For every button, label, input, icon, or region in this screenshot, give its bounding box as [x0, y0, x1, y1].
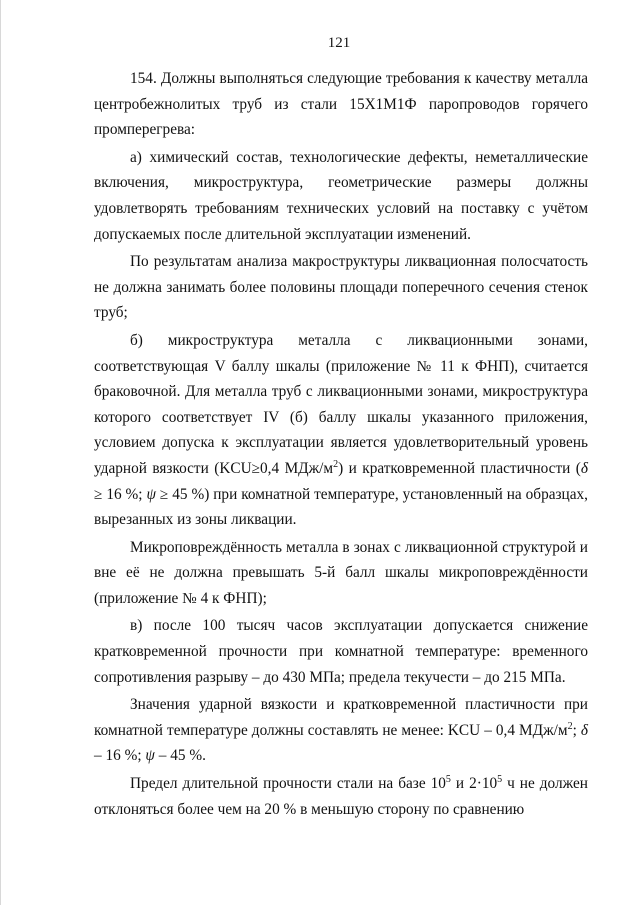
paragraph-text: ≥ 16 %; — [94, 485, 147, 503]
paragraph-item-a — [94, 145, 588, 247]
paragraph-long-term-strength — [94, 771, 588, 822]
superscript: 2 — [333, 458, 339, 470]
paragraph-item-b — [94, 328, 588, 533]
paragraph-text: – 45 %. — [154, 747, 206, 765]
superscript: 2 — [567, 720, 573, 732]
paragraph-text: Предел длительной прочности стали на базе 10 — [130, 775, 446, 793]
psi-symbol: ψ — [146, 485, 156, 503]
paragraph-microdamage — [94, 535, 588, 612]
document-body — [94, 66, 588, 822]
paragraph-text: и 2·10 — [450, 775, 498, 793]
paragraph-text: Значения ударной вязкости и кратковременной пластичности при комнатной температуре должны составлять не менее: KCU – 0,4 МДж/м — [94, 696, 588, 739]
paragraph-text: а) химический состав, технологические дефекты, неметаллические включения, микроструктура, геометрические размеры должны удовлетворять требованиям технических условий на поставку с учётом допускаемых после длительной эксплуатации изменений. — [94, 148, 588, 243]
psi-symbol: ψ — [145, 747, 155, 765]
paragraph-text: По результатам анализа макроструктуры ликвационная полосчатость не должна занимать более половины площади поперечного сечения стенок труб; — [94, 253, 588, 322]
superscript: 5 — [497, 774, 503, 786]
paragraph-text: ч не должен отклоняться более чем на 20 % в меньшую сторону по сравнению — [94, 775, 588, 818]
paragraph-macrostructure — [94, 249, 588, 326]
paragraph-154 — [94, 66, 588, 143]
paragraph-text: ≥ 45 %) при комнатной температуре, установленный на образцах, вырезанных из зоны ликвации. — [94, 485, 588, 529]
paragraph-text: 154. Должны выполняться следующие требования к качеству металла центробежнолитых труб из стали 15Х1М1Ф паропроводов горячего промперегрева: — [94, 70, 588, 139]
paragraph-text: – 16 %; — [94, 747, 146, 765]
paragraph-text: Микроповреждённость металла в зонах с ликвационной структурой и вне её не должна превышать 5-й балл шкалы микроповреждённости (приложение № 4 к ФНП); — [94, 538, 588, 607]
paragraph-text: в) после 100 тысяч часов эксплуатации допускается снижение кратковременной прочности при комнатной температуре: временного сопротивления разрыву – до 430 МПа; предела текучести – до 215 МПа. — [94, 617, 588, 686]
paragraph-impact-values — [94, 692, 588, 769]
delta-symbol: δ — [580, 721, 589, 739]
paragraph-text: ; — [572, 721, 581, 739]
paragraph-item-v — [94, 613, 588, 690]
delta-symbol: δ — [580, 459, 588, 477]
superscript: 5 — [445, 774, 451, 786]
paragraph-text: б) микроструктура металла с ликвационными зонами, соответствующая V баллу шкалы (приложение № 11 к ФНП), считается браковочной. Для металла труб с ликвационными зонами, микроструктура которого соответствует IV (б) баллу шкалы указанного приложения, условием допуска к эксплуатации является удовлетворительный уровень ударной вязкости (KCU≥0,4 МДж/м — [94, 331, 588, 477]
page-number: 121 — [327, 35, 351, 51]
paragraph-text: ) и кратковременной пластичности ( — [338, 459, 581, 477]
